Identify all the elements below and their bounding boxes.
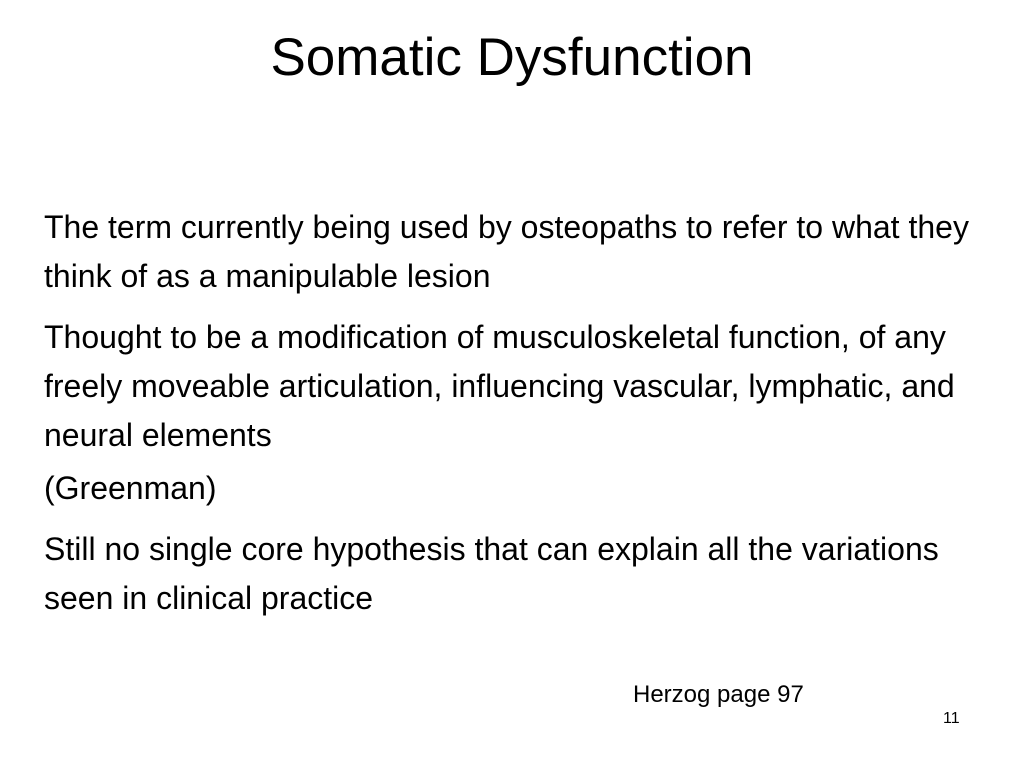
body-paragraph-modification: Thought to be a modification of musculoskeletal function, of any freely moveable articulation, influencing vascular, lymphatic, and neural elements <box>44 319 955 453</box>
body-paragraph-citation: (Greenman) <box>44 470 217 506</box>
slide-title: Somatic Dysfunction <box>270 28 754 87</box>
slide-body <box>44 203 994 623</box>
body-paragraph-hypothesis: Still no single core hypothesis that can explain all the variations seen in clinical practice <box>44 531 939 616</box>
source-note: Herzog page 97 <box>633 681 804 708</box>
body-paragraph-definition: The term currently being used by osteopaths to refer to what they think of as a manipulable lesion <box>44 209 969 294</box>
page-number: 11 <box>943 710 960 727</box>
